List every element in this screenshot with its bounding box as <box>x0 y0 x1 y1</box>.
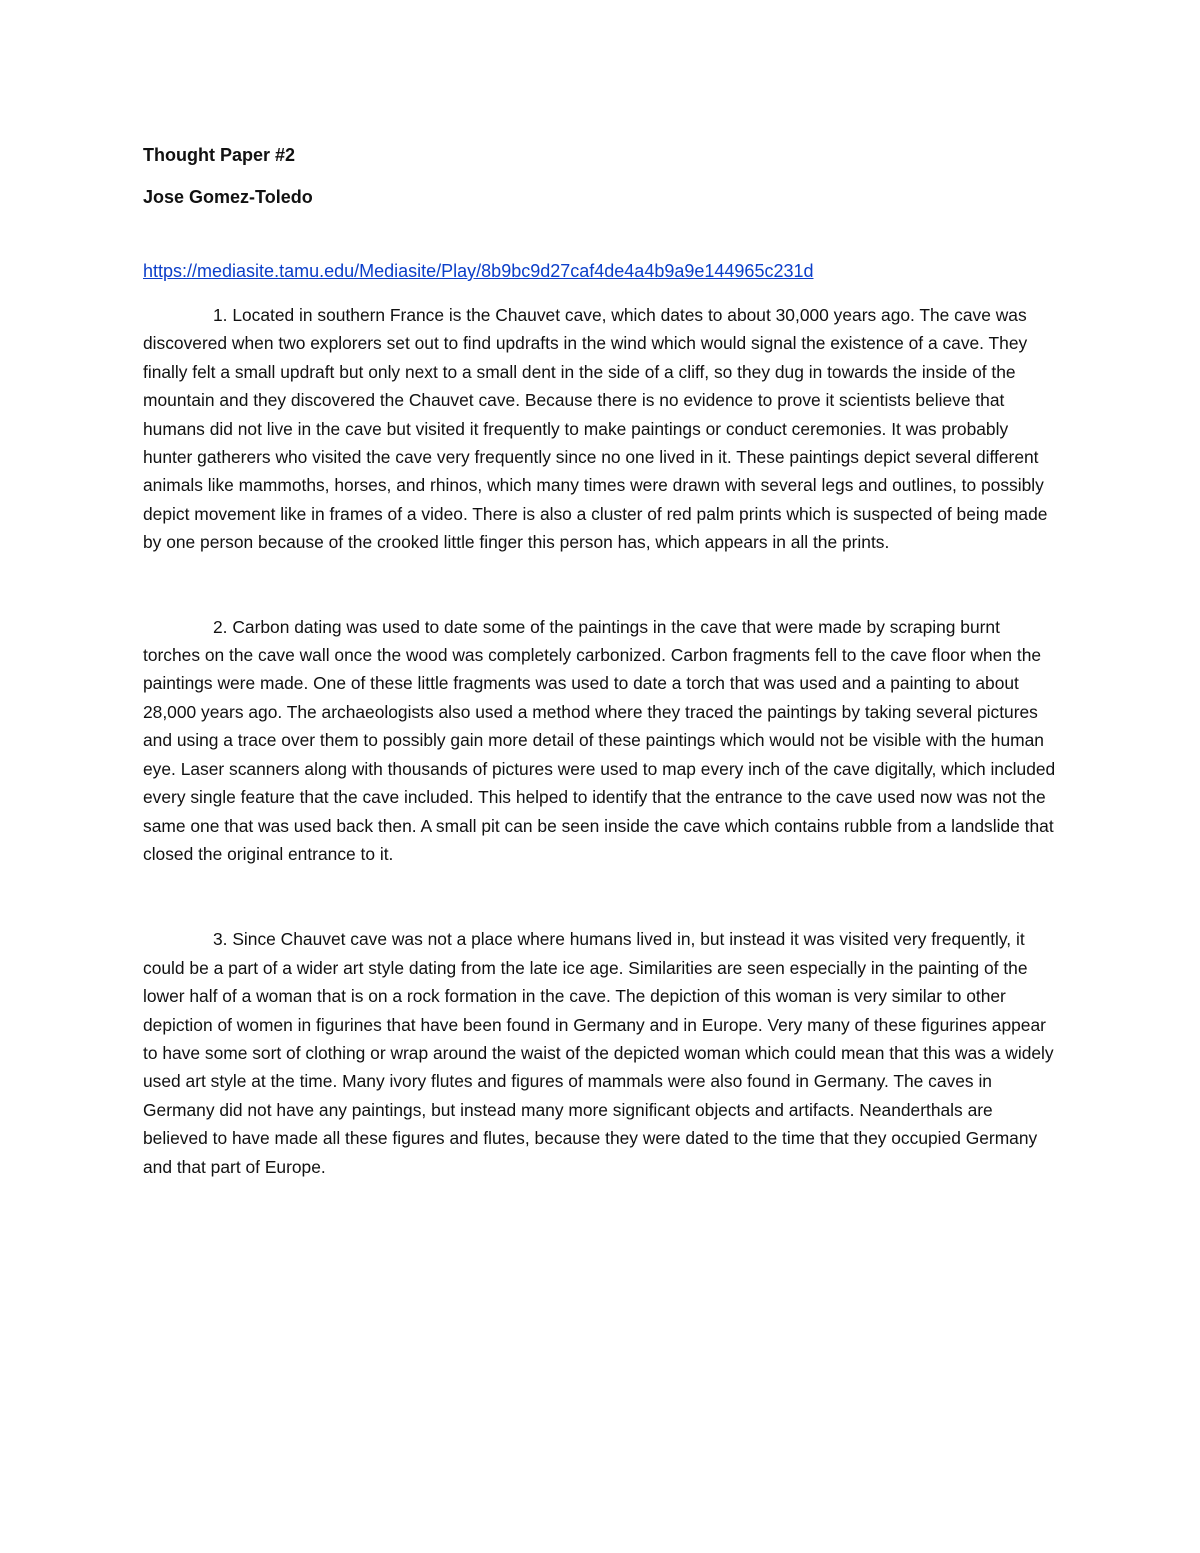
document-body <box>143 141 1061 1181</box>
paragraph-3: 3. Since Chauvet cave was not a place where humans lived in, but instead it was visited very frequently, it could be a part of a wider art style dating from the late ice age. Similarities are seen especially in the painting of the lower half of a woman that is on a rock formation in the cave. The depiction of this woman is very similar to other depiction of women in figurines that have been found in Germany and in Europe. Very many of these figurines appear to have some sort of clothing or wrap around the waist of the depicted woman which could mean that this was a widely used art style at the time. Many ivory flutes and figures of mammals were also found in Germany. The caves in Germany did not have any paintings, but instead many more significant objects and artifacts. Neanderthals are believed to have made all these figures and flutes, because they were dated to the time that they occupied Germany and that part of Europe. <box>143 929 1054 1177</box>
paragraph-1: 1. Located in southern France is the Chauvet cave, which dates to about 30,000 years ago. The cave was discovered when two explorers set out to find updrafts in the wind which would signal the existence of a cave. They finally felt a small updraft but only next to a small dent in the side of a cliff, so they dug in towards the inside of the mountain and they discovered the Chauvet cave. Because there is no evidence to prove it scientists believe that humans did not live in the cave but visited it frequently to make paintings or conduct ceremonies. It was probably hunter gatherers who visited the cave very frequently since no one lived in it. These paintings depict several different animals like mammoths, horses, and rhinos, which many times were drawn with several legs and outlines, to possibly depict movement like in frames of a video. There is also a cluster of red palm prints which is suspected of being made by one person because of the crooked little finger this person has, which appears in all the prints. <box>143 305 1048 553</box>
paper-title: Thought Paper #2 <box>143 145 296 165</box>
mediasite-link[interactable]: https://mediasite.tamu.edu/Mediasite/Play/8b9bc9d27caf4de4a4b9a9e144965c231d <box>143 261 814 281</box>
paragraph-2: 2. Carbon dating was used to date some of the paintings in the cave that were made by scraping burnt torches on the cave wall once the wood was completely carbonized. Carbon fragments fell to the cave floor when the paintings were made. One of these little fragments was used to date a torch that was used and a painting to about 28,000 years ago. The archaeologists also used a method where they traced the paintings by taking several pictures and using a trace over them to possibly gain more detail of these paintings which would not be visible with the human eye. Laser scanners along with thousands of pictures were used to map every inch of the cave digitally, which included every single feature that the cave included. This helped to identify that the entrance to the cave used now was not the same one that was used back then. A small pit can be seen inside the cave which contains rubble from a landslide that closed the original entrance to it. <box>143 616 1056 864</box>
author-name: Jose Gomez-Toledo <box>143 187 313 207</box>
